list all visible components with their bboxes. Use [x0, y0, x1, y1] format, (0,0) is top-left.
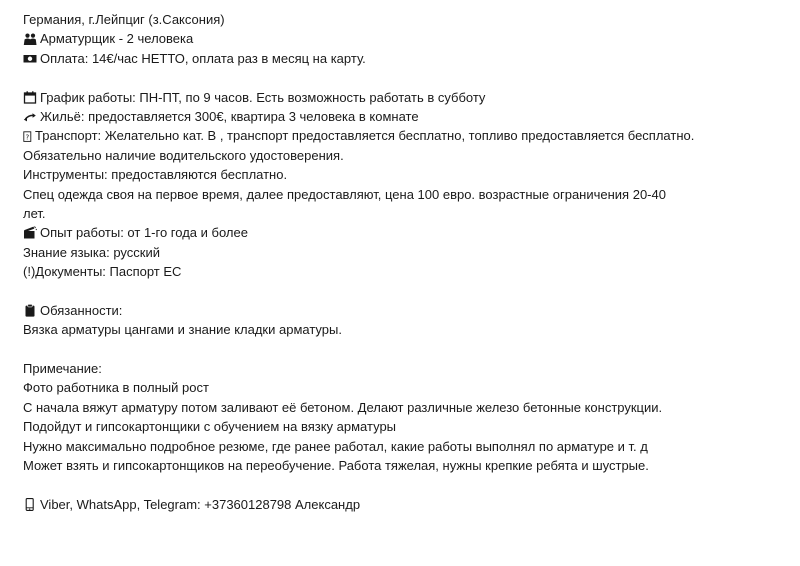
notes-title: Примечание: — [23, 361, 102, 377]
location-line: Германия, г.Лейпциг (з.Саксония) — [23, 12, 225, 27]
duties-text: Вязка арматуры цангами и знание кладки арматуры. — [23, 322, 342, 338]
housing-line — [23, 107, 793, 126]
contact-text: Viber, WhatsApp, Telegram: +37360128798 Александр — [40, 496, 361, 512]
language-line: Знание языка: русский — [23, 244, 160, 260]
banknote-icon — [23, 52, 37, 65]
notes-line: Может взять и гипсокартонщиков на переобучение. Работа тяжелая, нужны крепкие ребята и шустрые. — [23, 457, 649, 473]
workers-text: Арматурщик - 2 человека — [40, 31, 194, 47]
tools-line: Инструменты: предоставляются бесплатно. — [23, 167, 288, 183]
schedule-text: График работы: ПН-ПТ, по 9 часов. Есть возможность работать в субботу — [40, 89, 486, 105]
duties-title-line — [23, 301, 793, 320]
clapperboard-icon — [23, 226, 37, 239]
notes-line: С начала вяжут арматуру потом заливают её бетоном. Делают различные железо бетонные конструкции. — [23, 399, 663, 415]
experience-text: Опыт работы: от 1-го года и более — [40, 225, 248, 241]
schedule-line — [23, 88, 793, 107]
transport-line — [23, 126, 793, 145]
missing-glyph-icon — [23, 130, 32, 143]
contact-line — [23, 495, 793, 514]
svg-text:?: ? — [25, 132, 30, 141]
job-posting — [23, 10, 793, 514]
arrows-icon — [23, 110, 37, 123]
documents-line: (!)Документы: Паспорт ЕС — [23, 264, 182, 280]
notes-line: Фото работника в полный рост — [23, 380, 209, 396]
duties-title: Обязанности: — [40, 302, 123, 318]
payment-text: Оплата: 14€/час НЕТТО, оплата раз в месяц на карту. — [40, 50, 366, 66]
license-line: Обязательно наличие водительского удостоверения. — [23, 147, 344, 163]
people-icon — [23, 33, 37, 46]
calendar-icon — [23, 91, 37, 104]
housing-text: Жильё: предоставляется 300€, квартира 3 человека в комнате — [40, 108, 419, 124]
experience-line — [23, 223, 793, 242]
transport-text: Транспорт: Желательно кат. В , транспорт предоставляется бесплатно, топливо предоставляется бесплатно. — [35, 128, 695, 144]
clothing-line-2: лет. — [23, 205, 46, 221]
notes-line: Подойдут и гипсокартонщики с обучением на вязку арматуры — [23, 419, 397, 435]
clothing-line-1: Спец одежда своя на первое время, далее предоставляют, цена 100 евро. возрастные ограничения 20-40 — [23, 186, 666, 202]
payment-line — [23, 49, 793, 68]
notes-line: Нужно максимально подробное резюме, где ранее работал, какие работы выполнял по арматуре и т. д — [23, 438, 648, 454]
phone-icon — [23, 498, 37, 511]
workers-line — [23, 29, 793, 48]
clipboard-icon — [23, 304, 37, 317]
